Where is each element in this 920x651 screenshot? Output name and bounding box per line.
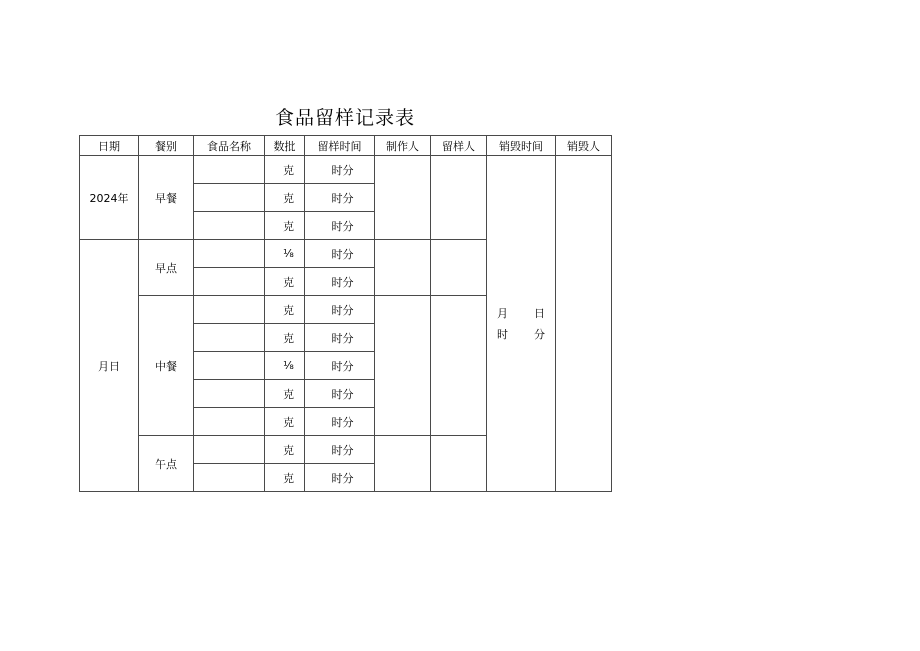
- meal-morning-snack-cell: 早点: [139, 240, 194, 296]
- quantity-cell: 克: [265, 324, 305, 352]
- header-date: 日期: [80, 136, 139, 156]
- destroy-month-label: 月: [497, 306, 508, 320]
- quantity-cell: ⅛: [265, 352, 305, 380]
- sample-time-cell: 时分: [305, 240, 375, 268]
- sampler-cell[interactable]: [431, 156, 487, 240]
- food-name-cell[interactable]: [194, 212, 265, 240]
- date-month-day-cell: 月日: [80, 240, 139, 492]
- food-name-cell[interactable]: [194, 436, 265, 464]
- sample-time-cell: 时分: [305, 212, 375, 240]
- sample-time-cell: 时分: [305, 436, 375, 464]
- sample-time-cell: 时分: [305, 296, 375, 324]
- maker-cell[interactable]: [375, 240, 431, 296]
- quantity-cell: 克: [265, 296, 305, 324]
- meal-breakfast-cell: 早餐: [139, 156, 194, 240]
- sample-time-cell: 时分: [305, 408, 375, 436]
- food-name-cell[interactable]: [194, 464, 265, 492]
- destroy-time-cell[interactable]: [487, 156, 556, 492]
- quantity-cell: 克: [265, 408, 305, 436]
- header-row: [80, 136, 612, 156]
- meal-afternoon-snack-cell: 午点: [139, 436, 194, 492]
- food-sample-log-table: [79, 135, 612, 492]
- date-year-cell: 2024年: [80, 156, 139, 240]
- sampler-cell[interactable]: [431, 436, 487, 492]
- food-name-cell[interactable]: [194, 240, 265, 268]
- quantity-cell: 克: [265, 380, 305, 408]
- table-row: [80, 156, 612, 184]
- food-name-cell[interactable]: [194, 184, 265, 212]
- quantity-cell: 克: [265, 464, 305, 492]
- quantity-cell: 克: [265, 156, 305, 184]
- destroyer-cell[interactable]: [556, 156, 612, 492]
- header-food-name: 食品名称: [194, 136, 265, 156]
- sample-time-cell: 时分: [305, 352, 375, 380]
- food-name-cell[interactable]: [194, 380, 265, 408]
- sample-time-cell: 时分: [305, 268, 375, 296]
- destroy-minute-label: 分: [534, 327, 545, 341]
- sampler-cell[interactable]: [431, 240, 487, 296]
- quantity-cell: 克: [265, 268, 305, 296]
- page-title: 食品留样记录表: [275, 107, 416, 129]
- food-name-cell[interactable]: [194, 268, 265, 296]
- header-sample-time: 留样时间: [305, 136, 375, 156]
- sample-time-cell: 时分: [305, 156, 375, 184]
- sample-time-cell: 时分: [305, 184, 375, 212]
- sampler-cell[interactable]: [431, 296, 487, 436]
- sample-time-cell: 时分: [305, 464, 375, 492]
- quantity-cell: 克: [265, 184, 305, 212]
- header-destroyer: 销毁人: [556, 136, 612, 156]
- quantity-cell: 克: [265, 212, 305, 240]
- sample-time-cell: 时分: [305, 324, 375, 352]
- header-destroy-time: 销毁时间: [487, 136, 556, 156]
- header-maker: 制作人: [375, 136, 431, 156]
- food-name-cell[interactable]: [194, 408, 265, 436]
- header-sampler: 留样人: [431, 136, 487, 156]
- maker-cell[interactable]: [375, 436, 431, 492]
- food-name-cell[interactable]: [194, 156, 265, 184]
- destroy-day-label: 日: [534, 306, 545, 320]
- meal-lunch-cell: 中餐: [139, 296, 194, 436]
- food-name-cell[interactable]: [194, 324, 265, 352]
- quantity-cell: ⅛: [265, 240, 305, 268]
- header-meal: 餐别: [139, 136, 194, 156]
- food-name-cell[interactable]: [194, 352, 265, 380]
- maker-cell[interactable]: [375, 156, 431, 240]
- quantity-cell: 克: [265, 436, 305, 464]
- sample-time-cell: 时分: [305, 380, 375, 408]
- header-quantity: 数批: [265, 136, 305, 156]
- destroy-hour-label: 时: [497, 327, 508, 341]
- food-name-cell[interactable]: [194, 296, 265, 324]
- maker-cell[interactable]: [375, 296, 431, 436]
